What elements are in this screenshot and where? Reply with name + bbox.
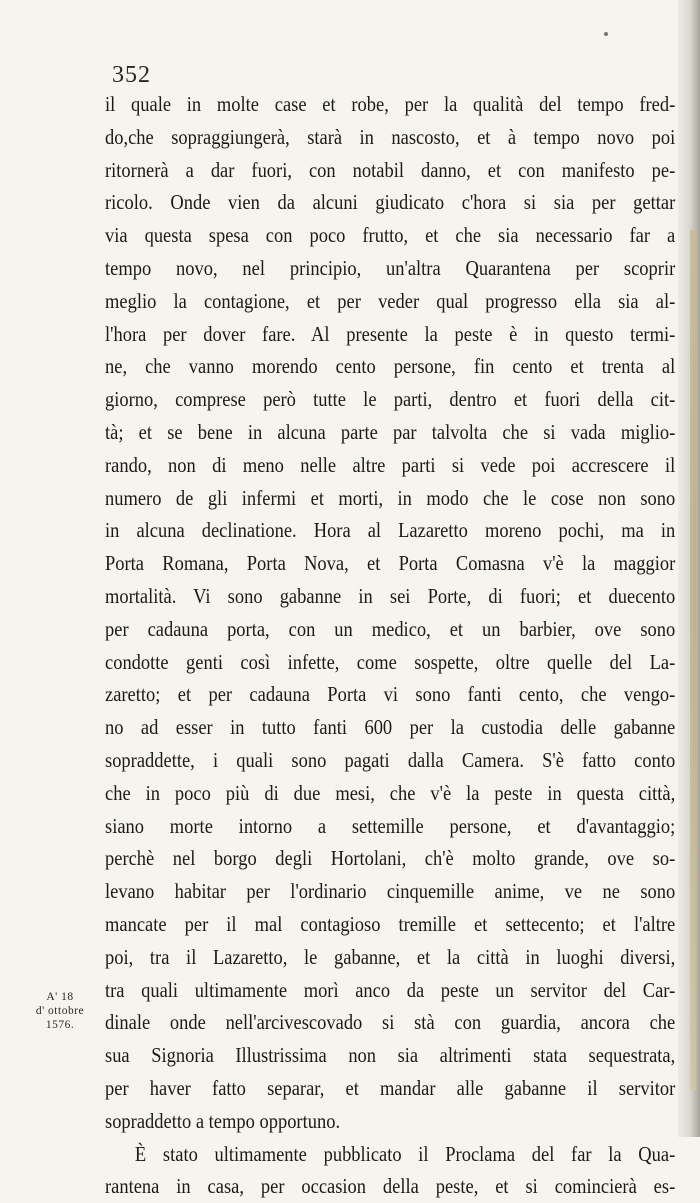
- text-line: Porta Romana, Porta Nova, et Porta Comasna v'è la maggior: [105, 551, 676, 576]
- text-line: do,che sopraggiungerà, starà in nascosto, et à tempo novo poi: [105, 124, 676, 149]
- text-line: mancate per il mal contagioso tremille et settecento; et l'altre: [105, 911, 676, 936]
- margin-note-line: 1576.: [45, 1019, 75, 1031]
- text-line: ne, che vanno morendo cento persone, fin cento et trenta al: [105, 354, 676, 379]
- text-line: dinale onde nell'arcivescovado si stà con guardia, ancora che: [105, 1010, 676, 1035]
- speck: [604, 32, 608, 36]
- text-line: per haver fatto separar, et mandar alle gabanne il servitor: [105, 1075, 676, 1100]
- text-line: ricolo. Onde vien da alcuni giudicato c'hora si sia per gettar: [105, 190, 676, 215]
- text-line: rantena in casa, per occasion della peste, et si comincierà es-: [105, 1174, 676, 1199]
- text-line: siano morte intorno a settemille persone, et d'avantaggio;: [105, 813, 676, 838]
- text-line: tempo novo, nel principio, un'altra Quarantena per scoprir: [105, 255, 676, 280]
- text-line: ritornerà a dar fuori, con notabil danno, et con manifesto pe-: [105, 157, 676, 182]
- text-line: levano habitar per l'ordinario cinquemille anime, ve ne sono: [105, 879, 676, 904]
- text-line: per cadauna porta, con un medico, et un barbier, ove sono: [105, 616, 676, 641]
- text-line: sopraddetto a tempo opportuno.: [105, 1108, 341, 1133]
- page-edge: [678, 0, 700, 1137]
- page-edge-stain: [690, 230, 696, 1090]
- text-line: numero de gli infermi et morti, in modo che le cose non sono: [105, 485, 676, 510]
- text-line: mortalità. Vi sono gabanne in sei Porte, di fuori; et duecento: [105, 583, 676, 608]
- text-line: È stato ultimamente pubblicato il Proclama del far la Qua-: [134, 1141, 676, 1166]
- margin-note-line: d' ottobre: [35, 1005, 85, 1017]
- text-line: sopraddette, i quali sono pagati dalla Camera. S'è fatto conto: [105, 747, 676, 772]
- text-line: perchè nel borgo degli Hortolani, ch'è molto grande, ove so-: [105, 846, 676, 871]
- text-line: tà; et se bene in alcuna parte par talvolta che si vada miglio-: [105, 419, 676, 444]
- margin-date-note: [14, 990, 106, 1032]
- page-number: 352: [112, 62, 151, 88]
- text-line: in alcuna declinatione. Hora al Lazaretto moreno pochi, ma in: [105, 518, 676, 543]
- text-line: no ad esser in tutto fanti 600 per la custodia delle gabanne: [105, 715, 676, 740]
- text-line: rando, non di meno nelle altre parti si vede poi accrescere il: [105, 452, 676, 477]
- text-line: condotte genti così infette, come sospette, oltre quelle del La-: [105, 649, 676, 674]
- text-line: l'hora per dover fare. Al presente la peste è in questo termi-: [105, 321, 676, 346]
- text-line: il quale in molte case et robe, per la qualità del tempo fred-: [105, 92, 676, 116]
- text-line: via questa spesa con poco frutto, et che sia necessario far a: [105, 223, 676, 248]
- margin-note-line: A' 18: [46, 991, 74, 1003]
- text-line: poi, tra il Lazaretto, le gabanne, et la città in luoghi diversi,: [105, 944, 676, 969]
- text-line: sua Signoria Illustrissima non sia altrimenti stata sequestrata,: [105, 1043, 676, 1068]
- text-line: giorno, comprese però tutte le parti, dentro et fuori della cit-: [105, 387, 676, 412]
- text-line: zaretto; et per cadauna Porta vi sono fanti cento, che vengo-: [105, 682, 676, 707]
- text-line: meglio la contagione, et per veder qual progresso ella sia al-: [105, 288, 676, 313]
- text-line: che in poco più di due mesi, che v'è la peste in questa città,: [105, 780, 676, 805]
- body-text: [105, 88, 675, 1203]
- text-line: tra quali ultimamente morì anco da peste un servitor del Car-: [105, 977, 676, 1002]
